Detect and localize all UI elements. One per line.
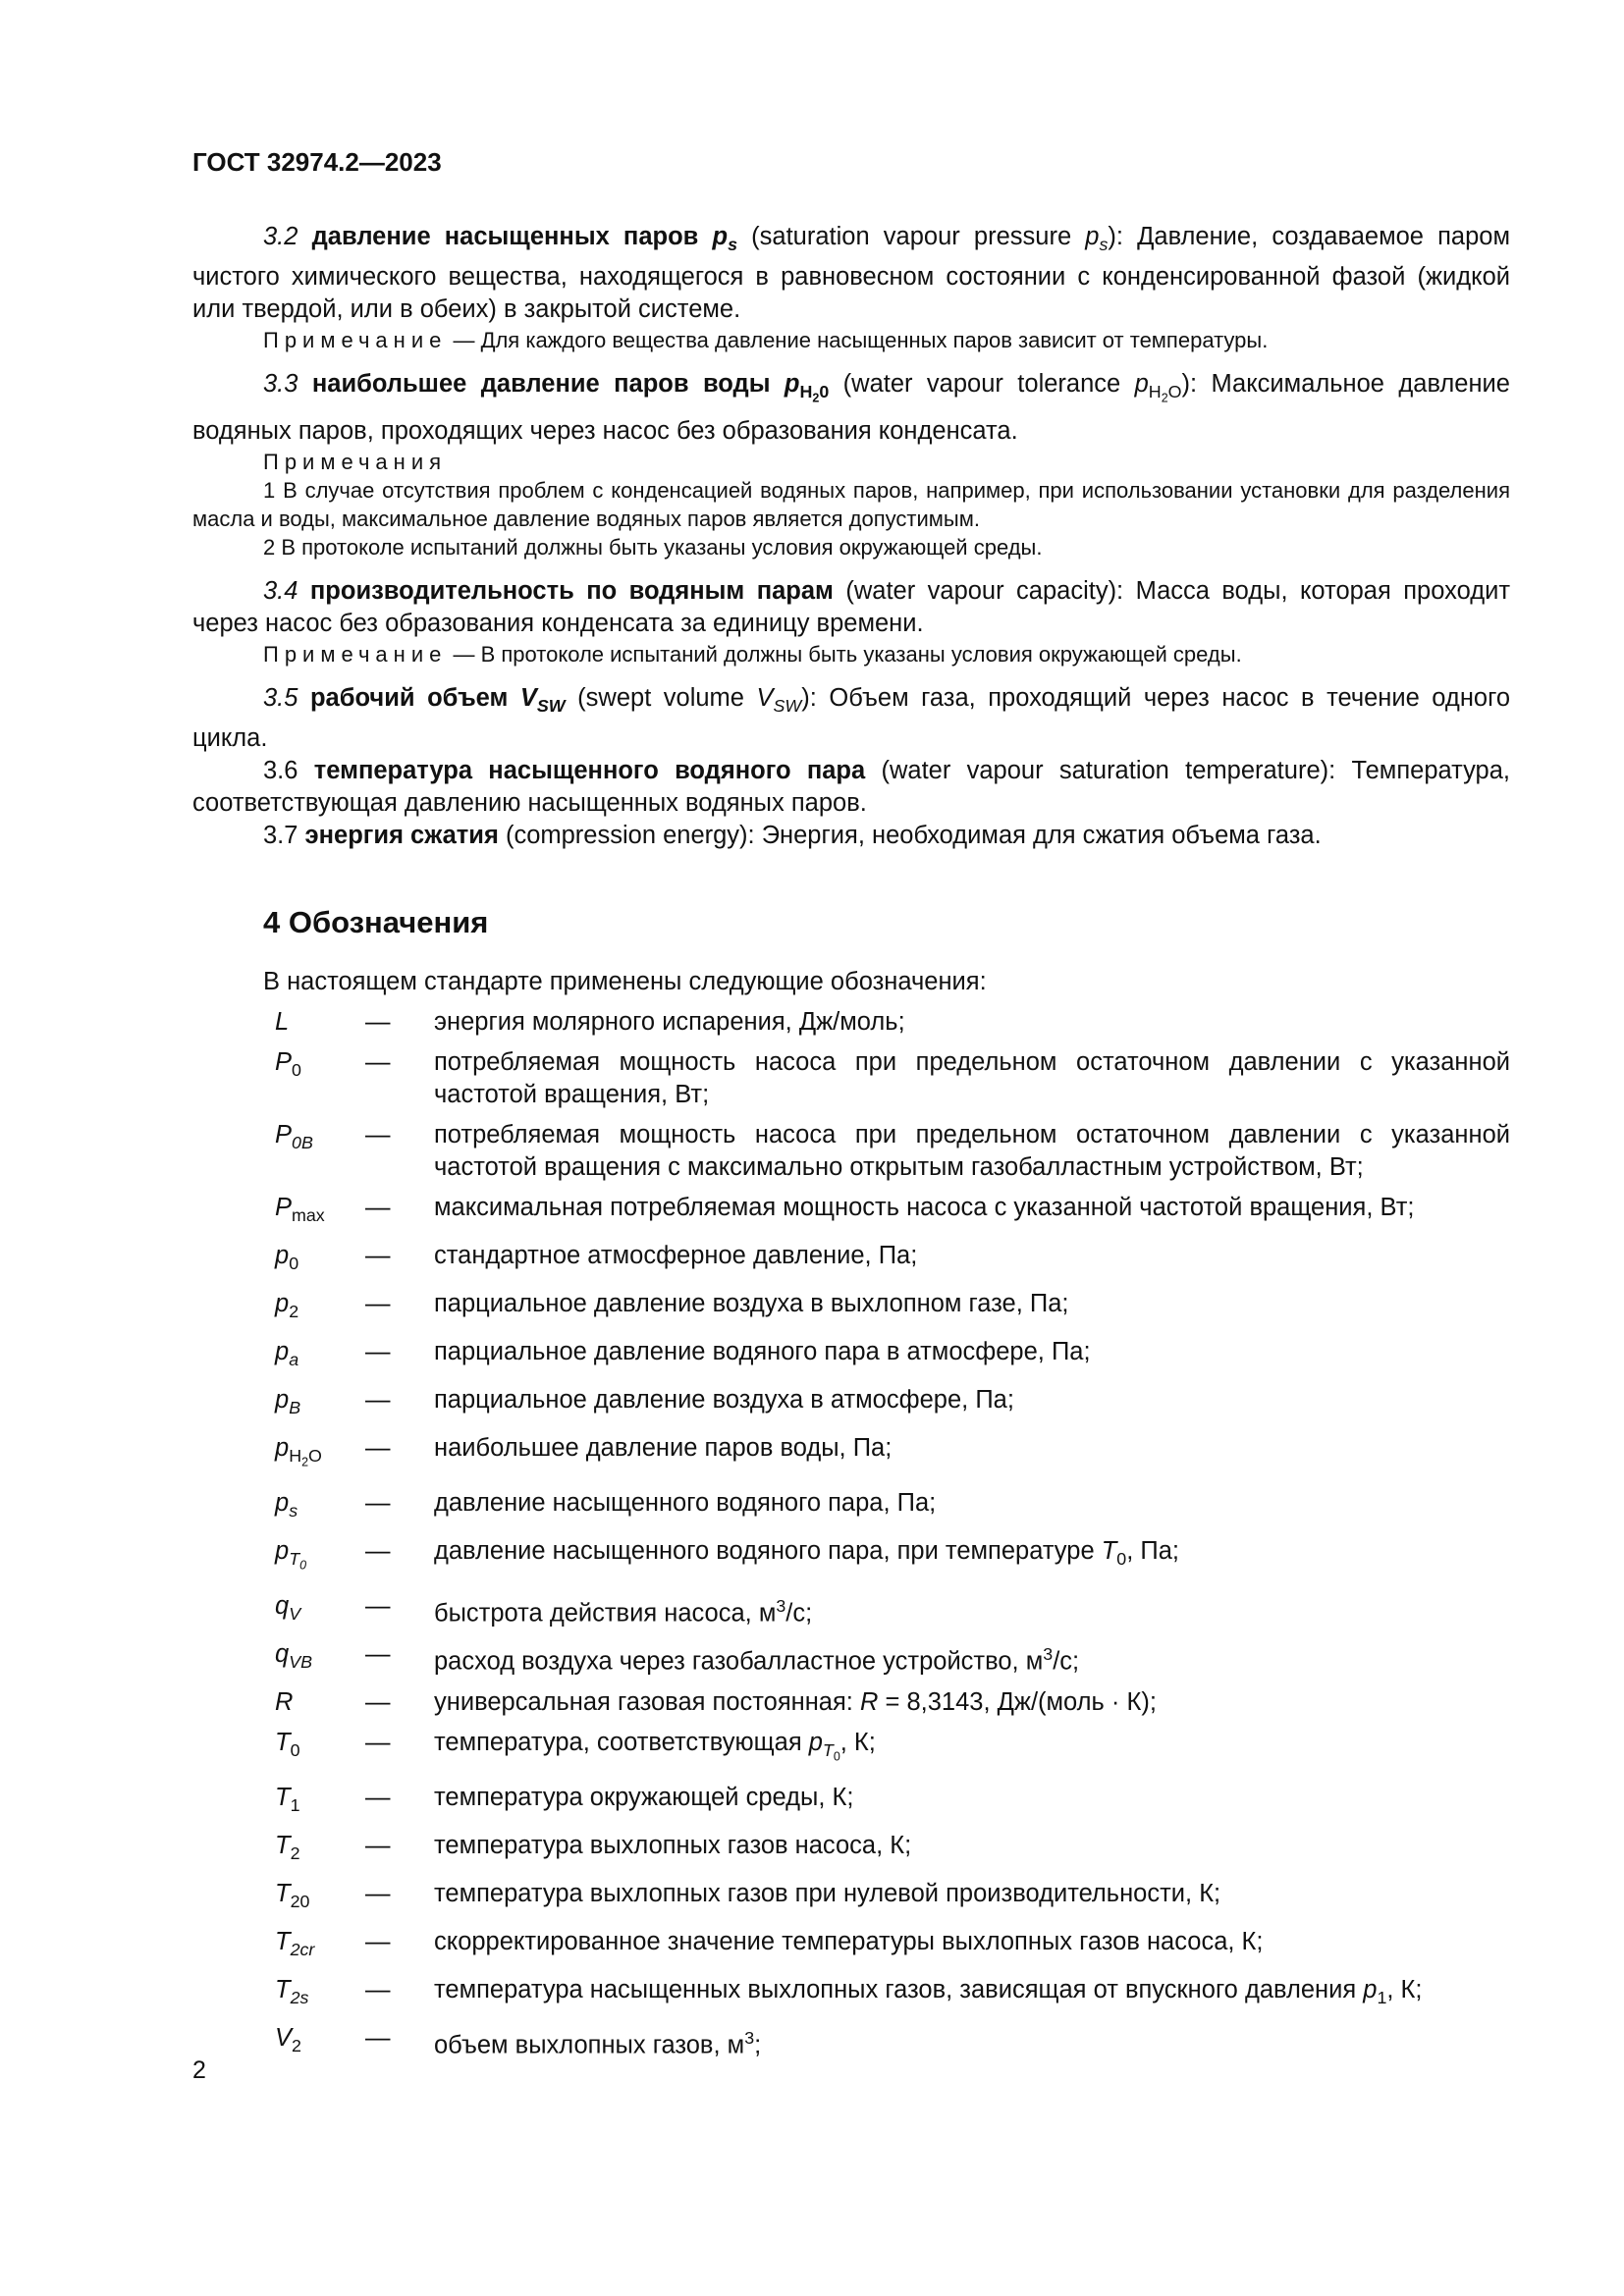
symbol-dash: — <box>365 1193 391 1221</box>
symbol-dash: — <box>365 1728 391 1756</box>
symbol-description: быстрота действия насоса, $м^3/с$; <box>434 1595 813 1628</box>
symbol-dash: — <box>365 1434 391 1463</box>
symbol-description: потребляемая мощность насоса при предельном остаточном давлении с указанной частотой вращения, Вт; <box>434 1047 1510 1108</box>
symbol-description: температура окружающей среды, К; <box>434 1783 854 1811</box>
term-3-7: 3.7 энергия сжатия (compression energy): Энергия, необходимая для сжатия объема газа. <box>263 821 1322 849</box>
symbol-row <box>263 1878 1510 1918</box>
symbol: $p_s$ <box>275 1488 298 1522</box>
symbol-dash: — <box>365 1591 391 1620</box>
term-3-2-note: Примечание — Для каждого вещества давление насыщенных паров зависит от температуры. <box>263 328 1269 353</box>
term-3-3-notes-label: Примечания <box>263 449 448 474</box>
symbol-dash: — <box>365 2024 391 2053</box>
symbol-dash: — <box>365 1290 391 1318</box>
symbol-description: температура выхлопных газов насоса, К; <box>434 1831 912 1859</box>
term-3-5: 3.5 рабочий объем $V_{SW}$ (swept volume $V_{SW}$): Объем газа, проходящий через насос в течение одного цикла. <box>192 683 1510 752</box>
section-heading: 4 Обозначения <box>263 904 489 939</box>
symbol-row <box>263 1686 1510 1719</box>
symbol-dash: — <box>365 1241 391 1269</box>
term-3-3-note-1: 1 В случае отсутствия проблем с конденсацией водяных паров, например, при использовании установки для разделения масла и воды, максимальное давление водяных паров является допустимым. <box>192 477 1510 531</box>
symbol-description: температура выхлопных газов при нулевой производительности, К; <box>434 1879 1221 1907</box>
symbol-dash: — <box>365 1879 391 1907</box>
section-intro: В настоящем стандарте применены следующие обозначения: <box>263 967 987 995</box>
symbol: $T_1$ <box>275 1783 300 1815</box>
document-header: ГОСТ 32974.2—2023 <box>192 147 442 177</box>
symbol: $p_2$ <box>275 1290 299 1322</box>
symbol-dash: — <box>365 1783 391 1811</box>
symbol-dash: — <box>365 1386 391 1415</box>
symbol-row <box>263 1384 1510 1424</box>
symbol-description: парциальное давление воздуха в выхлопном газе, Па; <box>434 1290 1069 1318</box>
symbol-dash: — <box>365 1338 391 1366</box>
symbol-dash: — <box>365 1639 391 1668</box>
symbol: $T_{20}$ <box>275 1879 310 1911</box>
symbol: $P_0$ <box>275 1047 301 1080</box>
symbol-dash: — <box>365 1120 391 1148</box>
symbol-row <box>263 1974 1510 2014</box>
symbol-dash: — <box>365 1687 391 1716</box>
symbol-row <box>263 1288 1510 1328</box>
symbol: $p_{T_0}$ <box>275 1537 307 1573</box>
symbol: $T_{2s}$ <box>275 1975 309 2008</box>
symbol-description: потребляемая мощность насоса при предельном остаточном давлении с указанной частотой вращения с максимально открытым газобалластным устройством, Вт; <box>434 1120 1510 1181</box>
symbol: $T_2$ <box>275 1831 300 1863</box>
symbol: R <box>275 1687 294 1716</box>
symbol: $P_{max}$ <box>275 1193 325 1225</box>
symbol-row <box>263 1727 1510 1774</box>
symbol-description: парциальное давление водяного пара в атмосфере, Па; <box>434 1338 1091 1366</box>
term-3-2: 3.2 давление насыщенных паров $p_s$ (saturation vapour pressure $p_s$): Давление, создаваемое паром чистого химического вещества, находящегося в равновесном состоянии с конденсированной фазой (жидкой или твердой, или в обеих) в закрытой системе. <box>192 223 1511 324</box>
symbol: $p_a$ <box>275 1338 299 1370</box>
symbol: $P_{0B}$ <box>275 1120 313 1152</box>
symbol-row <box>263 1535 1510 1582</box>
symbol-row <box>263 1192 1510 1232</box>
symbol-row <box>263 1487 1510 1527</box>
symbol-description: давление насыщенного водяного пара, Па; <box>434 1488 937 1517</box>
symbol-description: температура, соответствующая $p_{T_0}$, К; <box>434 1728 876 1764</box>
term-3-6: 3.6 температура насыщенного водяного пара (water vapour saturation temperature): Температура, соответствующая давлению насыщенных водяных паров. <box>192 756 1511 817</box>
symbol-dash: — <box>365 1831 391 1859</box>
symbol-description: наибольшее давление паров воды, Па; <box>434 1434 893 1463</box>
symbol-description: парциальное давление воздуха в атмосфере, Па; <box>434 1386 1014 1415</box>
symbol-dash: — <box>365 1927 391 1955</box>
symbol-row <box>263 1782 1510 1822</box>
symbol-row <box>263 1119 1510 1184</box>
symbol: $q_V$ <box>275 1591 301 1624</box>
symbol-row <box>263 1830 1510 1870</box>
symbol-row <box>263 1926 1510 1966</box>
term-3-4: 3.4 производительность по водяным парам (water vapour capacity): Масса воды, которая проходит через насос без образования конденсата за единицу времени. <box>192 576 1510 637</box>
symbol-row <box>263 1590 1510 1630</box>
symbol-row <box>263 1006 1510 1039</box>
page-content <box>192 221 1510 2070</box>
symbol: $T_0$ <box>275 1728 300 1760</box>
symbol: $p_B$ <box>275 1386 301 1418</box>
symbol-dash: — <box>365 1975 391 2003</box>
term-3-3: 3.3 наибольшее давление паров воды $p_{H_20}$ (water vapour tolerance $p_{H_2O}$): Максимальное давление водяных паров, проходящих через насос без образования конденсата. <box>192 370 1510 445</box>
term-3-4-note: Примечание — В протоколе испытаний должны быть указаны условия окружающей среды. <box>263 641 1242 667</box>
symbol-row <box>263 1432 1510 1479</box>
symbol-description: максимальная потребляемая мощность насоса с указанной частотой вращения, Вт; <box>434 1193 1415 1221</box>
symbol-dash: — <box>365 1047 391 1076</box>
symbol-row <box>263 1336 1510 1376</box>
symbol-description: давление насыщенного водяного пара, при температуре $T_0$, Па; <box>434 1537 1179 1570</box>
symbol-row <box>263 1046 1510 1111</box>
symbol: $T_{2cr}$ <box>275 1927 315 1959</box>
symbol-description: объем выхлопных газов, $м^3$; <box>434 2028 762 2059</box>
symbol-description: расход воздуха через газобалластное устройство, $м^3/с$; <box>434 1643 1080 1676</box>
term-3-3-note-2: 2 В протоколе испытаний должны быть указаны условия окружающей среды. <box>263 534 1043 560</box>
symbol-description: скорректированное значение температуры выхлопных газов насоса, К; <box>434 1927 1264 1955</box>
symbol-row <box>263 1638 1510 1679</box>
symbol-dash: — <box>365 1488 391 1517</box>
symbol-dash: — <box>365 1537 391 1566</box>
symbol-dash: — <box>365 1007 391 1036</box>
symbol: L <box>275 1007 290 1036</box>
symbol-description: энергия молярного испарения, Дж/моль; <box>434 1007 905 1036</box>
symbol-description: стандартное атмосферное давление, Па; <box>434 1241 918 1269</box>
symbol-description: температура насыщенных выхлопных газов, зависящая от впускного давления $p_1$, К; <box>434 1975 1423 2008</box>
symbol: $q_{VB}$ <box>275 1639 312 1672</box>
page-number: 2 <box>192 2056 206 2084</box>
symbol: $p_0$ <box>275 1241 299 1274</box>
symbol-row <box>263 2022 1510 2062</box>
symbol: $p_{H_2O}$ <box>275 1434 322 1469</box>
symbol-row <box>263 1240 1510 1280</box>
symbol-list <box>263 1006 1510 2062</box>
symbol: $V_2$ <box>275 2024 301 2056</box>
symbol-description: универсальная газовая постоянная: R = 8,3143, Дж/(моль · К); <box>434 1687 1157 1716</box>
